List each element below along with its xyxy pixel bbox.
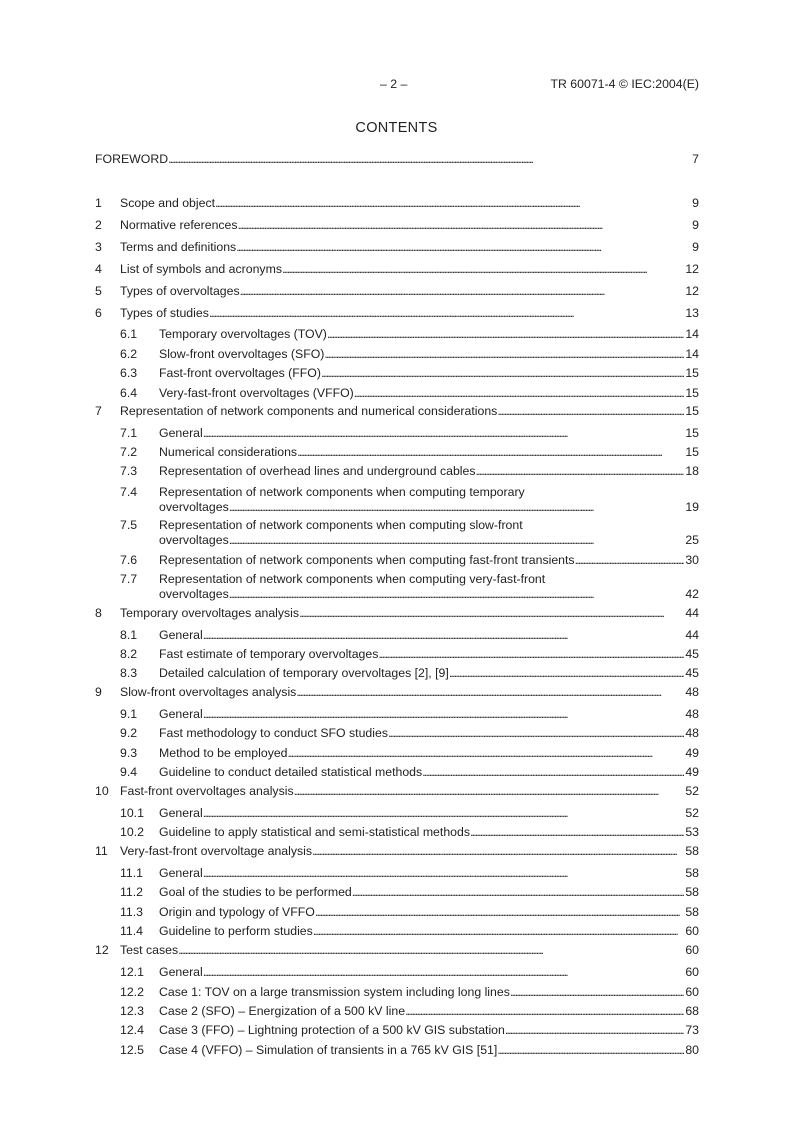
toc-number: 1 [95, 196, 102, 210]
toc-number: 11.1 [120, 866, 144, 880]
toc-label: Fast-front overvoltages analysis [120, 784, 294, 798]
toc-label: overvoltages [159, 533, 229, 547]
toc-number: 5 [95, 284, 102, 298]
toc-label: Types of studies [120, 306, 209, 320]
toc-number: 8.2 [120, 647, 138, 661]
toc-label: Case 2 (SFO) – Energization of a 500 kV line [159, 1004, 406, 1018]
toc-label: General [159, 707, 203, 721]
toc-page: 42 [685, 587, 699, 601]
toc-number: 11.3 [120, 905, 144, 919]
toc-label: Very-fast-front overvoltage analysis [120, 844, 313, 858]
toc-label: Fast-front overvoltages (FFO) [159, 366, 321, 380]
toc-page: 19 [685, 500, 699, 514]
toc-number: 9 [95, 685, 102, 699]
toc-label: Test cases [120, 943, 179, 957]
toc-page: 60 [685, 985, 699, 999]
toc-number: 7.1 [120, 426, 138, 440]
toc-number: 9.2 [120, 726, 138, 740]
toc-page: 60 [685, 924, 699, 938]
toc-page: 25 [685, 533, 699, 547]
toc-number: 7.7 [120, 572, 138, 586]
toc-page: 49 [685, 746, 699, 760]
contents-title: CONTENTS [355, 120, 438, 136]
toc-label: General [159, 426, 203, 440]
toc-number: 7.2 [120, 445, 138, 459]
toc-number: 8.1 [120, 628, 138, 642]
toc-number: 8 [95, 606, 102, 620]
toc-page: 45 [685, 666, 699, 680]
toc-label: Types of overvoltages [120, 284, 240, 298]
toc-number: 3 [95, 240, 102, 254]
toc-label: Representation of overhead lines and underground cables [159, 464, 476, 478]
toc-label: Fast methodology to conduct SFO studies [159, 726, 388, 740]
toc-page: 9 [692, 240, 699, 254]
toc-label: Normative references [120, 218, 238, 232]
toc-page: 52 [685, 806, 699, 820]
toc-page: 60 [685, 943, 699, 957]
toc-page: 9 [692, 218, 699, 232]
toc-number: 11 [95, 844, 108, 858]
toc-label: Fast estimate of temporary overvoltages [159, 647, 379, 661]
toc-number: 12.4 [120, 1023, 144, 1037]
toc-label: Case 4 (VFFO) – Simulation of transients in a 765 kV GIS [51] [159, 1043, 498, 1057]
toc-page: 12 [685, 262, 699, 276]
toc-label: General [159, 806, 203, 820]
toc-number: 9.4 [120, 765, 138, 779]
toc-page: 48 [685, 685, 699, 699]
toc-page: 14 [685, 347, 699, 361]
toc-page: 49 [685, 765, 699, 779]
toc-number: 12.1 [120, 965, 144, 979]
toc-page: 58 [685, 905, 699, 919]
toc-label-line1: Representation of network components when computing slow-front [159, 518, 523, 532]
page-number: – 2 – [380, 77, 408, 91]
toc-page: 60 [685, 965, 699, 979]
toc-number: 6.1 [120, 327, 138, 341]
toc-label: Representation of network components and numerical considerations [120, 404, 498, 418]
toc-page: 80 [685, 1043, 699, 1057]
toc-number: 12.2 [120, 985, 144, 999]
toc-number: 11.2 [120, 885, 144, 899]
toc-number: 12 [95, 943, 109, 957]
toc-number: 7.3 [120, 464, 138, 478]
toc-page: 58 [685, 844, 699, 858]
toc-label-line1: Representation of network components when computing temporary [159, 485, 525, 499]
toc-page: 45 [685, 647, 699, 661]
toc-number: 6.2 [120, 347, 138, 361]
toc-label: Method to be employed [159, 746, 288, 760]
toc-label: Slow-front overvoltages analysis [120, 685, 297, 699]
toc-page: 14 [685, 327, 699, 341]
toc-label: Goal of the studies to be performed [159, 885, 352, 899]
toc-page: 18 [685, 464, 699, 478]
toc-page: 48 [685, 726, 699, 740]
document-reference: TR 60071-4 © IEC:2004(E) [550, 77, 699, 91]
toc-page: 13 [685, 306, 699, 320]
toc-label: General [159, 628, 203, 642]
toc-number: 10.2 [120, 825, 144, 839]
toc-page: 58 [685, 885, 699, 899]
toc-page: 15 [685, 366, 699, 380]
toc-number: 11.4 [120, 924, 144, 938]
toc-number: 12.3 [120, 1004, 144, 1018]
toc-label: List of symbols and acronyms [120, 262, 282, 276]
toc-label: Origin and typology of VFFO [159, 905, 315, 919]
toc-label: overvoltages [159, 587, 229, 601]
toc-page: 30 [685, 553, 699, 567]
toc-number: 10.1 [120, 806, 144, 820]
toc-page: 48 [685, 707, 699, 721]
toc-page: 44 [685, 606, 699, 620]
toc-label: Scope and object [120, 196, 216, 210]
toc-number: 6.4 [120, 386, 138, 400]
toc-label: overvoltages [159, 500, 229, 514]
page-header [95, 77, 699, 93]
toc-page: 15 [685, 386, 699, 400]
toc-number: 4 [95, 262, 102, 276]
toc-label: Guideline to apply statistical and semi-statistical methods [159, 825, 470, 839]
toc-number: 7.4 [120, 485, 138, 499]
toc-page: 68 [685, 1004, 699, 1018]
toc-number: 2 [95, 218, 102, 232]
toc-page: 7 [692, 152, 699, 166]
toc-label: Case 3 (FFO) – Lightning protection of a 500 kV GIS substation [159, 1023, 505, 1037]
toc-label: Guideline to conduct detailed statistical methods [159, 765, 423, 779]
toc-number: 10 [95, 784, 109, 798]
toc-page: 15 [685, 404, 699, 418]
toc-page: 73 [685, 1023, 699, 1037]
toc-number: 9.3 [120, 746, 138, 760]
toc-page: 9 [692, 196, 699, 210]
toc-label: General [159, 866, 203, 880]
toc-label: Temporary overvoltages analysis [120, 606, 300, 620]
toc-label: FOREWORD [95, 152, 169, 166]
toc-number: 8.3 [120, 666, 138, 680]
toc-label: Guideline to perform studies [159, 924, 313, 938]
toc-label: Terms and definitions [120, 240, 237, 254]
toc-page: 12 [685, 284, 699, 298]
toc-label: Numerical considerations [159, 445, 298, 459]
toc-number: 12.5 [120, 1043, 144, 1057]
toc-label: Case 1: TOV on a large transmission system including long lines [159, 985, 510, 999]
toc-page: 53 [685, 825, 699, 839]
toc-label-line1: Representation of network components when computing very-fast-front [159, 572, 546, 586]
toc-number: 7.5 [120, 518, 138, 532]
toc-number: 7 [95, 404, 102, 418]
toc-number: 6 [95, 306, 102, 320]
toc-page: 44 [685, 628, 699, 642]
toc-label: Slow-front overvoltages (SFO) [159, 347, 325, 361]
toc-label: General [159, 965, 203, 979]
toc-page: 52 [685, 784, 699, 798]
toc-label: Temporary overvoltages (TOV) [159, 327, 327, 341]
toc-label: Very-fast-front overvoltages (VFFO) [159, 386, 354, 400]
toc-page: 58 [685, 866, 699, 880]
toc-page: 15 [685, 445, 699, 459]
toc-number: 6.3 [120, 366, 138, 380]
toc-label: Detailed calculation of temporary overvoltages [2], [9] [159, 666, 449, 680]
toc-page: 15 [685, 426, 699, 440]
toc-label: Representation of network components when computing fast-front transients [159, 553, 575, 567]
toc-number: 9.1 [120, 707, 138, 721]
toc-number: 7.6 [120, 553, 138, 567]
